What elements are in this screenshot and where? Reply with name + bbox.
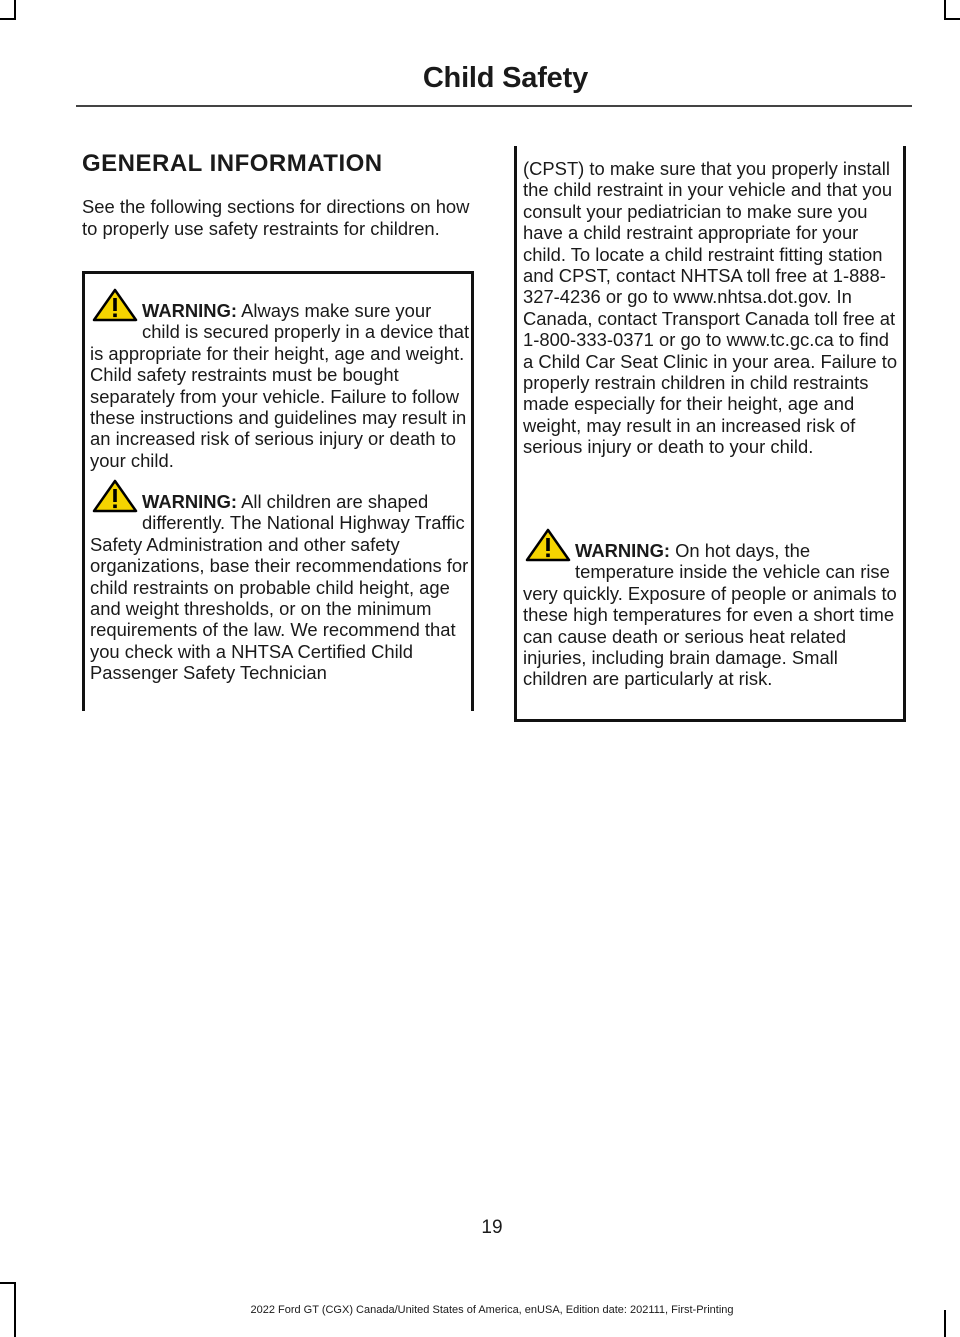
- crop-mark: [0, 1282, 16, 1284]
- warning-keyword: WARNING:: [142, 300, 238, 321]
- page-title: Child Safety: [422, 62, 588, 94]
- warning-keyword: WARNING:: [575, 540, 671, 561]
- section-heading: GENERAL INFORMATION: [82, 150, 383, 177]
- warning-text: All children are shaped differently. The National Highway Traffic Safety Administration and other safety organizations, base their recommendations for child restraints on probable child height, age and weight thresholds, or on the minimum requirements of the law. We recommend that you check with a NHTSA Certified Child Passenger Safety Technician: [90, 491, 469, 684]
- crop-mark: [0, 18, 16, 20]
- warning-text: Always make sure your child is secured properly in a device that is appropriate for their height, age and weight. Child safety restraints must be bought separately from your vehicle. Failure to follow these instructions and guidelines may result in an increased risk of serious injury or death to your child.: [90, 300, 470, 471]
- header-divider: [76, 105, 912, 107]
- crop-mark: [944, 0, 946, 20]
- warning-text: (CPST) to make sure that you properly install the child restraint in your vehicle and that you consult your pediatrician to make sure you have a child restraint appropriate for your child. To locate a child restraint fitting station and CPST, contact NHTSA toll free at 1-888-327-4236 or go to www.nhtsa.dot.gov. In Canada, contact Transport Canada toll free at 1-800-333-0371 or go to www.tc.gc.ca to find a Child Car Seat Clinic in your area. Failure to properly restrain children in child restraints made especially for their height, age and weight, may result in an increased risk of serious injury or death to your child.: [523, 158, 898, 458]
- crop-mark: [944, 18, 960, 20]
- warning-triangle-icon: [92, 479, 138, 513]
- warning-triangle-icon: [525, 528, 571, 562]
- intro-paragraph: See the following sections for directions on how to properly use safety restraints for children.: [82, 196, 470, 239]
- warning-text: On hot days, the temperature inside the vehicle can rise very quickly. Exposure of people or animals to these high temperatures for even a short time can cause death or serious heat related injuries, including brain damage. Small children are particularly at risk.: [523, 540, 897, 690]
- warning-triangle-icon: [92, 288, 138, 322]
- warning-block: [523, 540, 901, 690]
- warning-block: [90, 491, 470, 684]
- warning-block: [90, 300, 470, 471]
- page-number: 19: [481, 1217, 503, 1238]
- footer-edition-info: 2022 Ford GT (CGX) Canada/United States of America, enUSA, Edition date: 202111, First-Printing: [250, 1304, 734, 1316]
- crop-mark: [14, 0, 16, 20]
- warning-continuation: [523, 158, 901, 458]
- warning-keyword: WARNING:: [142, 491, 238, 512]
